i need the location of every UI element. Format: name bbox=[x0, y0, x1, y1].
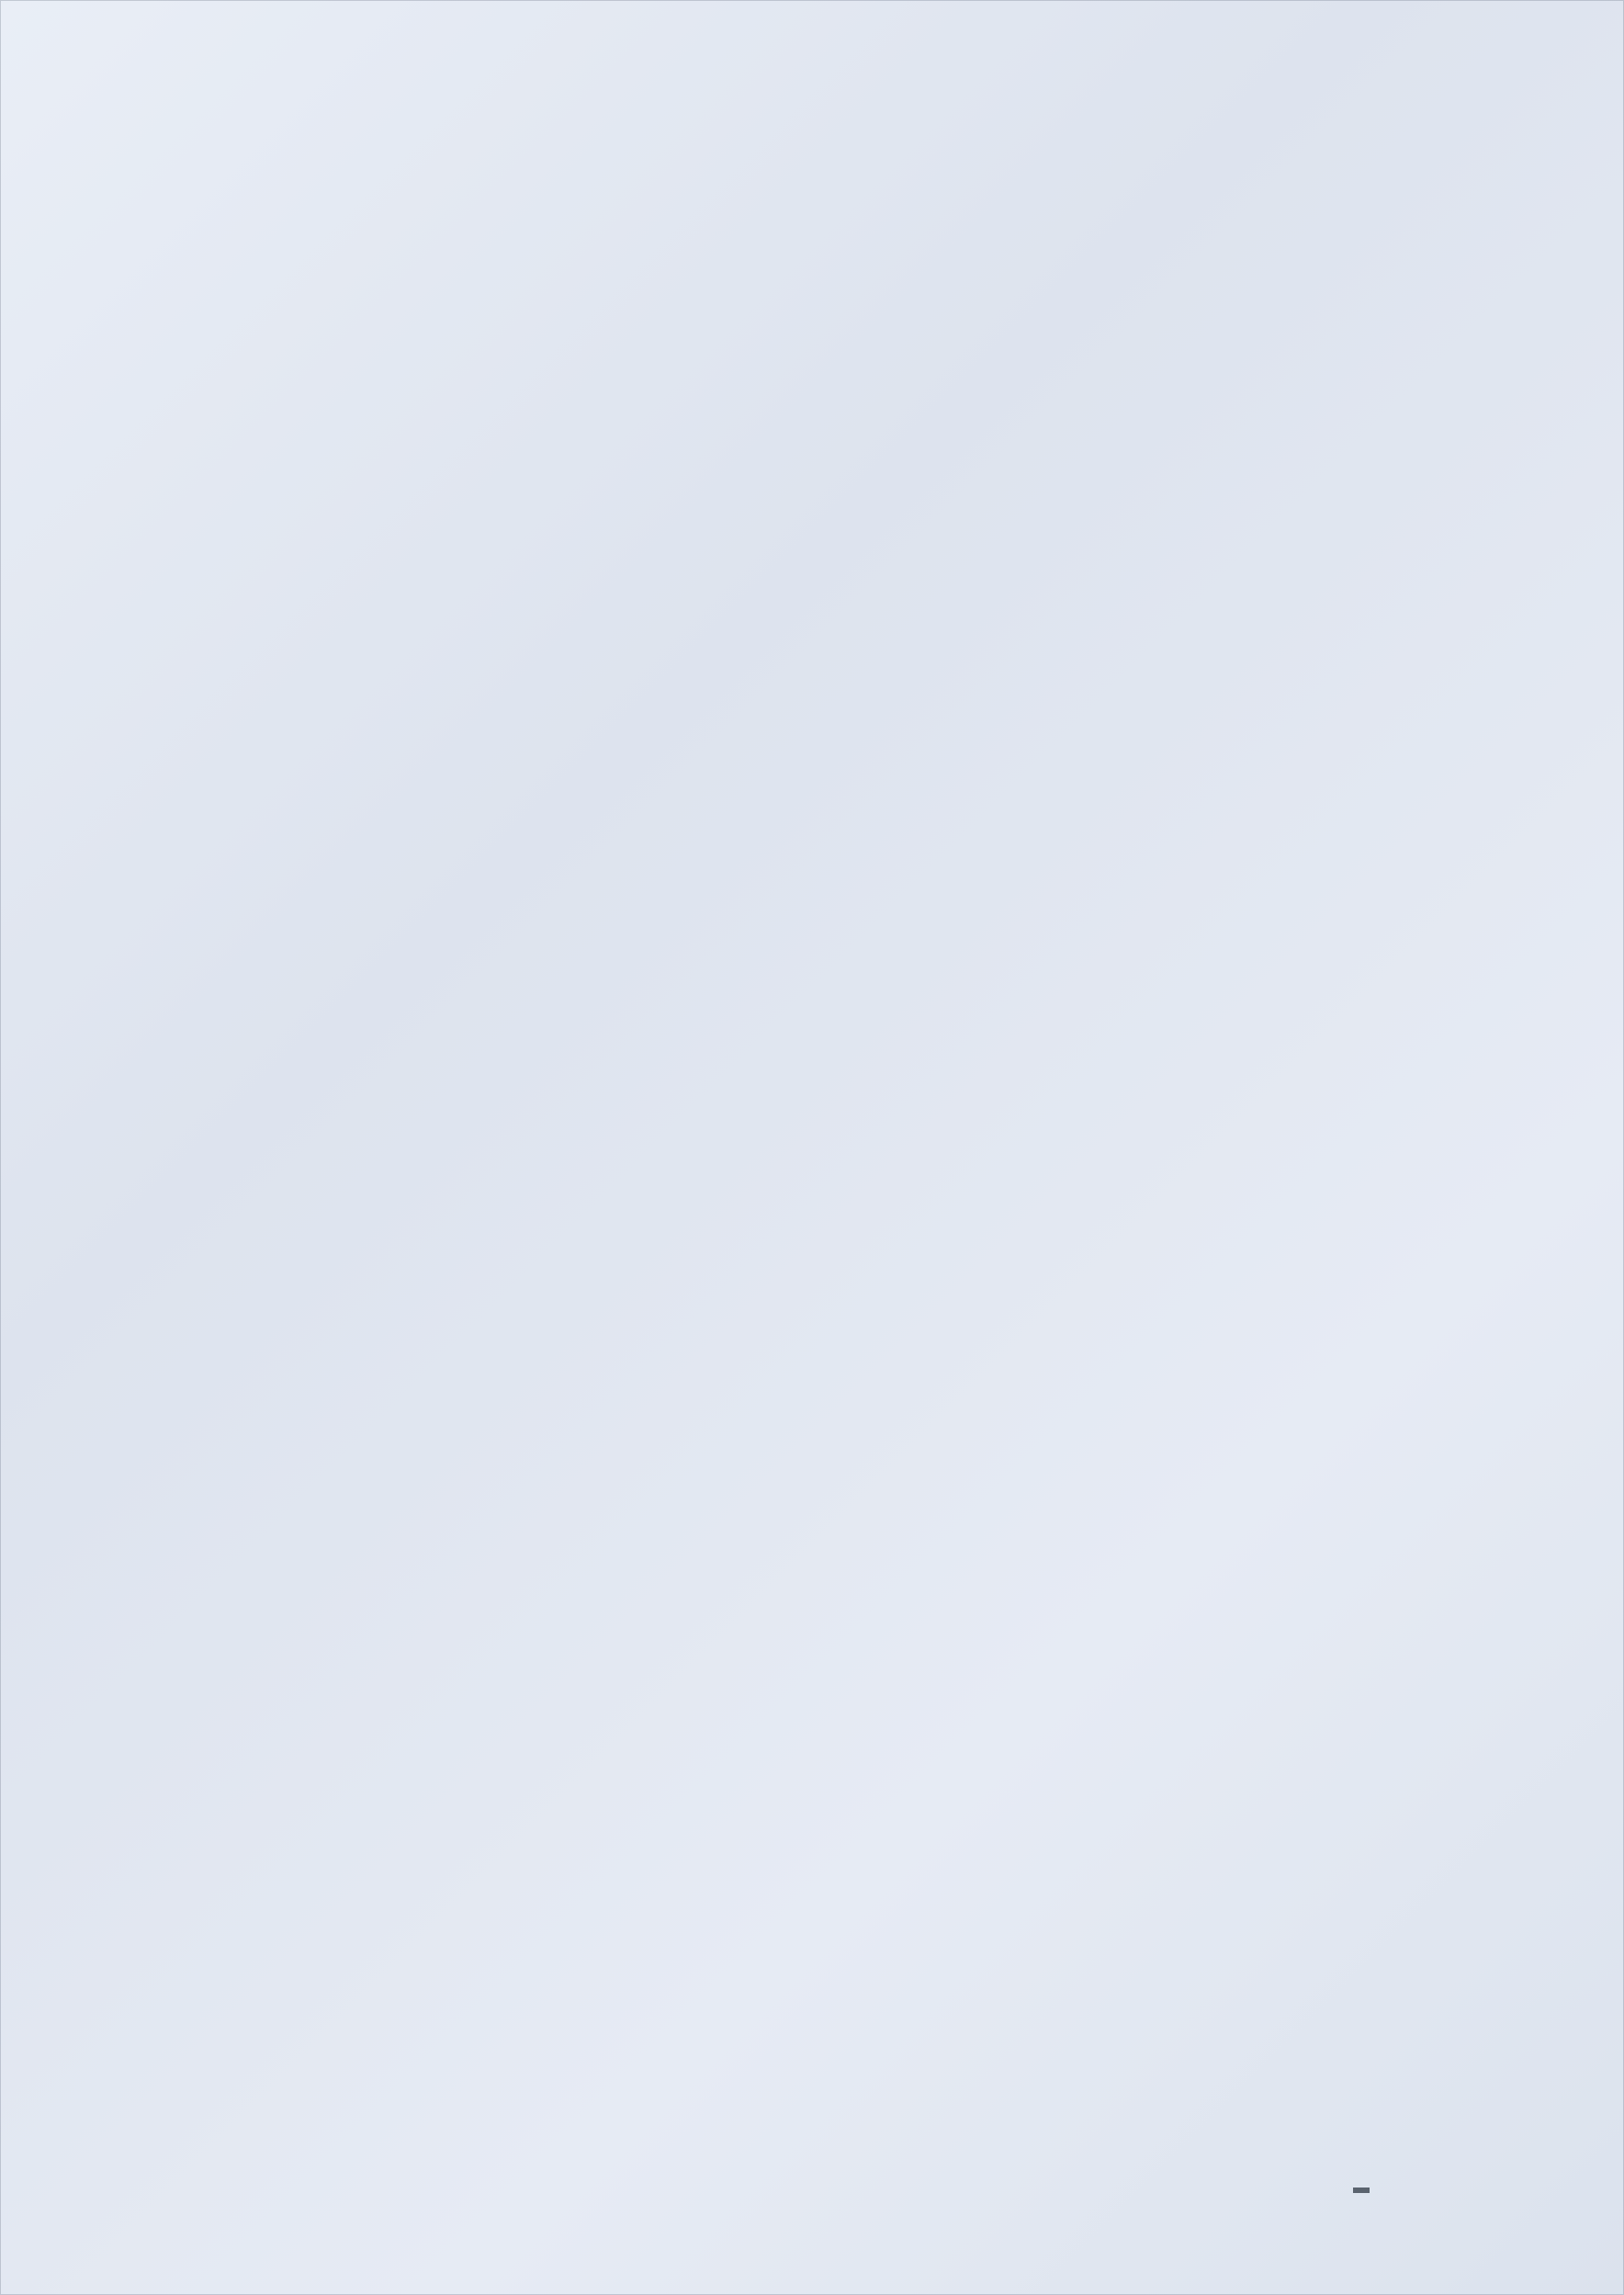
brand-logo-block bbox=[1218, 2168, 1604, 2278]
rb-badge bbox=[1337, 2172, 1370, 2209]
rb-number bbox=[1353, 2188, 1370, 2193]
